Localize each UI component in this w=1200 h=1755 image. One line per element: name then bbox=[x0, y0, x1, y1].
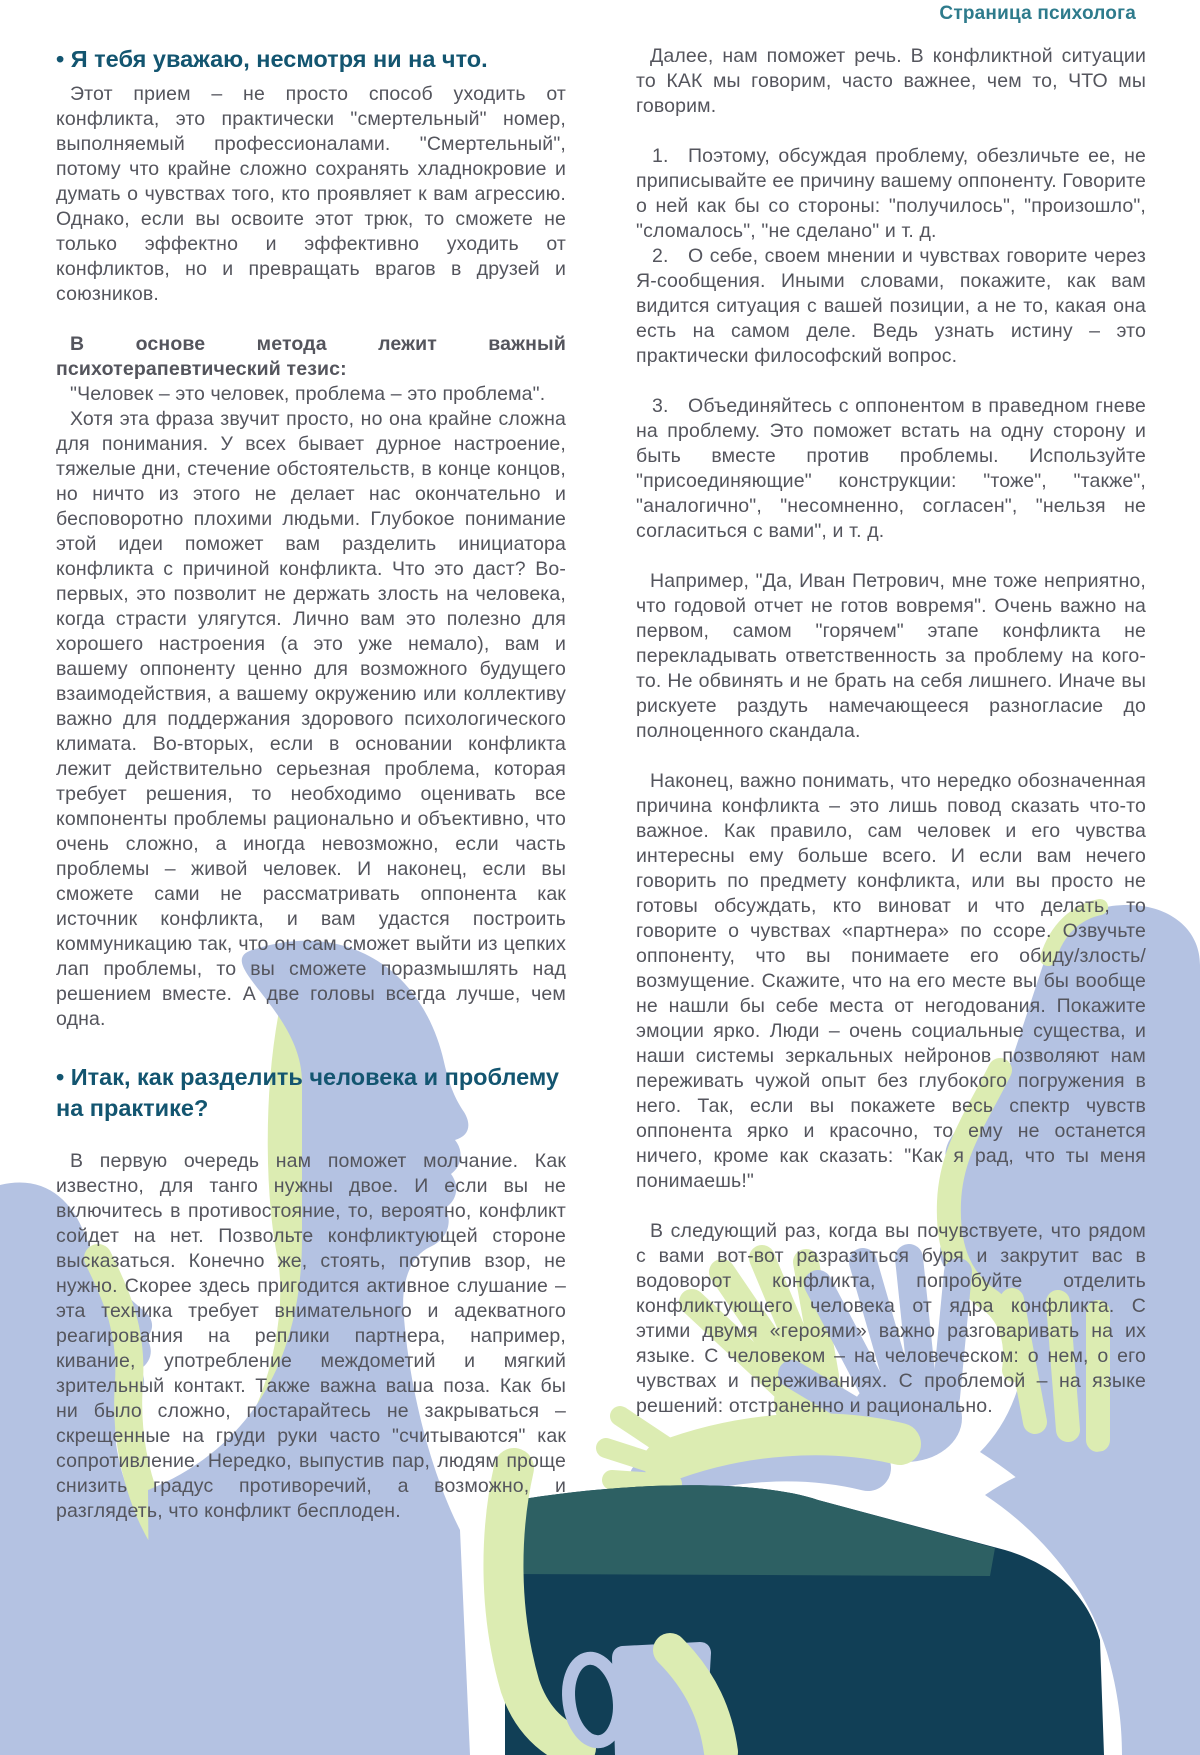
section-heading-practice: • Итак, как разделить человека и проблему на практике? bbox=[56, 1064, 559, 1121]
numbered-item bbox=[636, 144, 1146, 244]
item-text: Поэтому, обсуждая проблему, обезличьте ее, не приписывайте ее причину вашему оппоненту. Говорите о ней как бы со стороны: "получилось", "произошло", "сломалось", "не сделано" и т. д. bbox=[636, 145, 1146, 242]
item-text: Объединяйтесь с оппонентом в праведном гневе на проблему. Это поможет встать на одну сторону и быть вместе против проблемы. Используйте "присоединяющие" конструкции: "тоже", "также", "аналогично", "несомненно, согласен", "нельзя не согласиться с вами", и т. д. bbox=[636, 395, 1146, 542]
paragraph-speech-intro: Далее, нам поможет речь. В конфликтной ситуации то КАК мы говорим, часто важнее, чем то, ЧТО мы говорим. bbox=[636, 45, 1146, 117]
paragraph-example: Например, "Да, Иван Петрович, мне тоже неприятно, что годовой отчет не готов вовремя". Очень важно на первом, самом "горячем" этапе конфликта не перекладывать ответственность за проблему на кого-то. Не обвинять и не брать на себя лишнего. Иначе вы рискуете раздуть намечающееся разногласие до полноценного скандала. bbox=[636, 570, 1146, 742]
item-number: 1. bbox=[652, 145, 669, 167]
thesis-intro: В основе метода лежит важный психотерапевтический тезис: bbox=[56, 333, 566, 380]
paragraph-conclusion: В следующий раз, когда вы почувствуете, что рядом с вами вот-вот разразиться буря и закрутит вас в водоворот конфликта, попробуйте отделить конфликтующего человека от ядра конфликта. С этими двумя «героями» важно разговаривать на их языке. С человеком – на человеческом: о нем, о его чувствах и переживаниях. С проблемой – на языке решений: отстраненно и рационально. bbox=[636, 1220, 1146, 1417]
paragraph-silence: В первую очередь нам поможет молчание. Как известно, для танго нужны двое. И если вы не включитесь в противостояние, то, вероятно, конфликт сойдет на нет. Позвольте конфликтующей стороне высказаться. Конечно же, стоять, потупив взор, не нужно. Скорее здесь пригодится активное слушание – эта техника требует внимательного и адекватного реагирования на реплики партнера, например, кивание, употребление междометий и мягкий зрительный контакт. Также важна ваша поза. Как бы ни было сложно, постарайтесь не закрываться – скрещенные на груди руки часто "считываются" как сопротивление. Нередко, выпустив пар, людям проще снизить градус противоречий, а возможно, и разглядеть, что конфликт бесплоден. bbox=[56, 1150, 566, 1522]
article-columns bbox=[56, 44, 1146, 1524]
item-number: 2. bbox=[652, 245, 669, 267]
thesis-quote: "Человек – это человек, проблема – это проблема". bbox=[70, 383, 546, 405]
paragraph-explanation: Хотя эта фраза звучит просто, но она крайне сложна для понимания. У всех бывает дурное настроение, тяжелые дни, стечение обстоятельств, в конце концов, но ничто из этого не делает нас окончательно и бесповоротно плохими людьми. Глубокое понимание этой идеи поможет вам разделить инициатора конфликта с причиной конфликта. Что это даст? Во-первых, это позволит не держать злость на человека, когда страсти улягутся. Лично вам это полезно для хорошего настроения (а это уже немало), вам и вашему оппоненту ценно для возможного будущего взаимодействия, а вашему окружению или коллективу важно для поддержания здорового психологического климата. Во-вторых, если в основании конфликта лежит действительно серьезная проблема, которая требует решения, то необходимо оценивать все компоненты проблемы рационально и объективно, что очень сложно, а иногда невозможно, если часть проблемы – живой человек. И наконец, если вы сможете сами не рассматривать оппонента как источник конфликта, и вам удастся построить коммуникацию так, что он сам сможет выйти из цепких лап проблемы, то вы сможете поразмышлять над решением вместе. А две головы всегда лучше, чем одна. bbox=[56, 408, 566, 1030]
numbered-item bbox=[636, 394, 1146, 544]
item-text: О себе, своем мнении и чувствах говорите через Я-сообщения. Иными словами, покажите, как вам видится ситуация с вашей позиции, а не то, какая она есть на самом деле. Ведь узнать истину – это практически философский вопрос. bbox=[636, 245, 1146, 367]
section-heading-respect: • Я тебя уважаю, несмотря ни на что. bbox=[56, 46, 488, 72]
paragraph-method: Этот прием – не просто способ уходить от конфликта, это практически "смертельный" номер, выполняемый профессионалами. "Смертельный", потому что крайне сложно сохранять хладнокровие и думать о чувствах того, кто проявляет к вам агрессию. Однако, если вы освоите этот трюк, то сможете не только эффектно и эффективно уходить от конфликтов, но и превращать врагов в друзей и союзников. bbox=[56, 83, 566, 305]
page-header: Страница психолога bbox=[939, 3, 1136, 24]
numbered-item bbox=[636, 244, 1146, 369]
paragraph-feelings: Наконец, важно понимать, что нередко обозначенная причина конфликта – это лишь повод сказать что-то важное. Как правило, сам человек и его чувства интересны ему больше всего. И если вам нечего говорить по предмету конфликта, или вы просто не готовы обсуждать, кто виноват и что делать, то говорите о чувствах «партнера» по ссоре. Озвучьте оппоненту, что вы понимаете его обиду/злость/возмущение. Скажите, что на его месте вы бы вообще не нашли бы себе места от негодования. Покажите эмоции ярко. Люди – очень социальные существа, и наши системы зеркальных нейронов позволяют нам переживать чужой опыт без глубокого погружения в него. Так, если вы покажете весь спектр чувств оппонента ярко и красочно, то ему не останется ничего, кроме как сказать: "Как я рад, что ты меня понимаешь!" bbox=[636, 770, 1146, 1192]
right-column bbox=[636, 44, 1146, 1524]
item-number: 3. bbox=[652, 395, 669, 417]
left-column bbox=[56, 44, 566, 1524]
